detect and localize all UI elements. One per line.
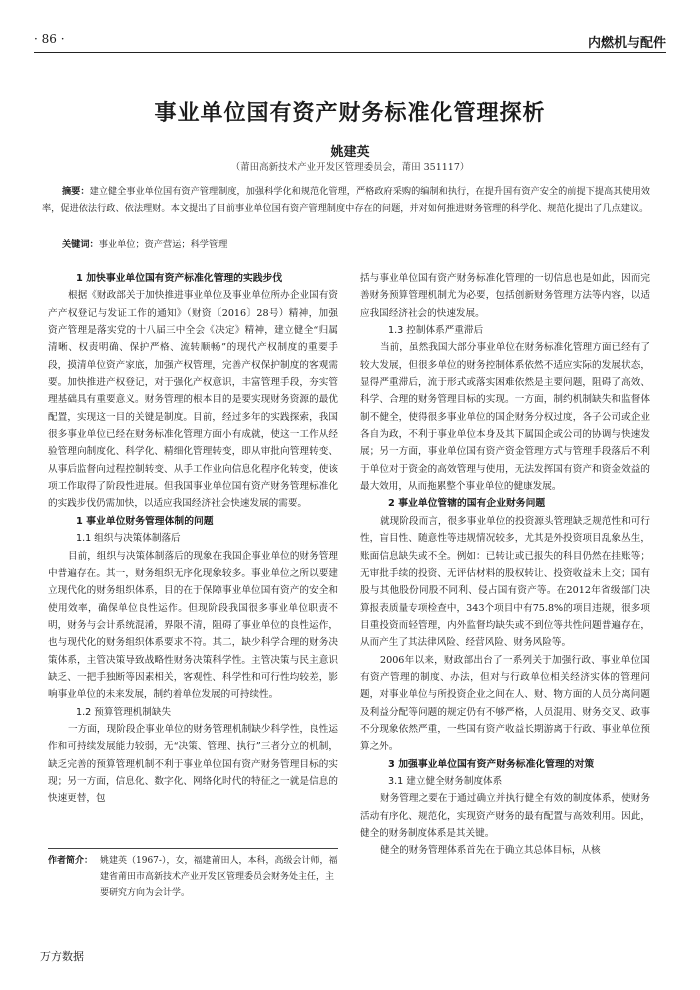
left-column (48, 270, 338, 870)
paper-title: 事业单位国有资产财务标准化管理探析 (154, 101, 546, 126)
page-header (34, 32, 666, 52)
body-paragraph: 目前，组织与决策体制落后的现象在我国企事业单位的财务管理中普遍存在。其一，财务组织无序化现象较多。事业单位之所以要建立现代化的财务组织体系，目的在于保障事业单位国有资产的安全和使用效率，确保单位良性运作。但现阶段我国很多事业单位职责不明，财务与会计系统混淆，界限不清，阻碍了事业单位的良性运作，也与现代化的财务组织体系要求不符。其二，缺少科学合理的财务决策体系，主管决策导致战略性财务决策科学性。主管决策与民主意识缺乏、一把手独断等因素相关，客观性、科学性和可行性均较差，影响事业单位的未来发展，制约着单位发展的可持续性。 (48, 550, 338, 701)
section-heading: 1 事业单位财务管理体制的问题 (76, 515, 214, 527)
section-heading: 3 加强事业单位国有资产财务标准化管理的对策 (388, 758, 595, 770)
journal-name: 内燃机与配件 (587, 36, 666, 51)
body-paragraph: 根据《财政部关于加快推进事业单位及事业单位所办企业国有资产产权登记与发证工作的通知》（财资〔2016〕28号）精神，加强资产管理是落实党的十八届三中全会《决定》精神，建立健全“归属清晰、权责明确、保护严格、流转顺畅”的现代产权制度的重要手段，摸清单位资产家底，加强产权管理，完善产权保护制度的客观需要。加快推进产权登记，对于强化产权意识，丰富管理手段，夯实管理基础具有重要意义。财务管理的根本目的是要实现财务资源的最优配置，实现这一目的关键是制度。目前，经过多年的实践探索，我国很多事业单位已经在财务标准化管理方面小有成就，使这一工作从经验管理向制度化、科学化、精细化管理转变，即从审批向管理转变、从事后监督向过程控制转变、从手工作业向信息化程序化转变，使该项工作取得了阶段性进展。但我国事业单位国有资产财务管理标准化的实践步伐仍需加快，以适应我国经济社会快速发展的需要。 (48, 290, 338, 510)
keywords-label: 关键词： (62, 239, 99, 250)
keywords-text: 事业单位；资产营运；科学管理 (98, 239, 228, 250)
section-heading: 1 加快事业单位国有资产标准化管理的实践步伐 (76, 273, 283, 284)
body-paragraph: 一方面，现阶段企事业单位的财务管理机制缺少科学性，良性运作和可持续发展能力较弱，无“决策、管理、执行”三者分立的机制，缺乏完善的预算管理机制不利于事业单位国有资产财务管理目标的实现；另一方面，信息化、数字化、网络化时代的特征之一就是信息的快速更替，包 (48, 723, 338, 805)
author-name: 姚建英 (330, 145, 370, 160)
section-heading: 2 事业单位管辖的国有企业财务问题 (388, 498, 546, 510)
footnote-rule (48, 848, 338, 849)
header-rule (34, 52, 666, 53)
subsection-heading: 3.1 建立健全财务制度体系 (388, 775, 503, 787)
page-number: · 86 · (34, 32, 65, 46)
body-paragraph: 2006年以来，财政部出台了一系列关于加强行政、事业单位国有资产管理的制度、办法，但对与行政单位相关经济实体的管理问题，对事业单位与所投资企业之间在人、财、物方面的人员分离问题及利益分配等问题的规定仍有不够严格，人员混用、财务交叉、政事不分现象依然严重，一些国有资产收益长期游离于行政、事业单位预算之外。 (360, 654, 650, 753)
abstract-label: 摘要： (62, 186, 90, 197)
body-paragraph: 健全的财务管理体系首先在于确立其总体目标，从核 (380, 845, 601, 857)
keywords (62, 236, 658, 250)
body-paragraph: 当前，虽然我国大部分事业单位在财务标准化管理方面已经有了较大发展，但很多单位的财务控制体系依然不适应实际的发展状态，显得严重滞后，流于形式或落实困难依然是主要问题，阻碍了高效、科学、合理的财务管理目标的实现。一方面，制约机制缺失和监督体制不健全，使得很多事业单位的国企财务分权过度，各子公司或企业各自为政，不利于事业单位本身及其下属国企或公司的协调与快速发展；另一方面，事业单位国有资产资金管理方式与管理手段落后不利于单位对于资金的高效管理与使用，无法发挥国有资产和资金效益的最大效用，从而拖累整个事业单位的健康发展。 (360, 342, 650, 493)
author-footnote (48, 853, 338, 902)
abstract (42, 184, 658, 217)
footer-watermark: 万方数据 (40, 950, 84, 963)
right-column (360, 270, 650, 910)
abstract-text: 建立健全事业单位国有资产管理制度，加强科学化和规范化管理，严格政府采购的编制和执行，在提升国有资产安全的前提下提高其使用效率，促进依法行政、依法理财。本文提出了目前事业单位国有资产管理制度中存在的问题，并对如何推进财务管理的科学化、规范化提出了几点建议。 (42, 186, 650, 214)
footnote-text: 姚建英（1967-），女，福建莆田人，本科，高级会计师，福建省莆田市高新技术产业开发区管理委员会财务处主任，主要研究方向为会计学。 (100, 856, 338, 899)
body-paragraph: 括与事业单位国有资产财务标准化管理的一切信息也是如此，因而完善财务预算管理机制尤为必要，包括创新财务管理方法等内容，以适应我国经济社会的快速发展。 (360, 273, 650, 319)
footnote-label: 作者简介： (48, 856, 94, 866)
body-paragraph: 就现阶段而言，很多事业单位的投资源头管理缺乏规范性和可行性，盲目性、随意性等违规情况较多，尤其是外投资项目乱象丛生，账面信息缺失或不全。例如：已转让或已报失的科目仍然在挂账等；无审批手续的投资、无评估材料的股权转让、投资收益未上交；国有股与其他股份同股不同利、侵占国有资产等。在2012年省级部门决算报表质量专项检查中，343个项目中有75.8%的项目违规，很多项目重投资而轻管理，内外监督均缺失或不到位等共性问题普遍存在，从而产生了其法律风险、经营风险、财务风险等。 (360, 515, 650, 649)
subsection-heading: 1.2 预算管理机制缺失 (76, 706, 172, 718)
subsection-heading: 1.3 控制体系严重滞后 (388, 325, 484, 337)
author-affiliation: （莆田高新技术产业开发区管理委员会，莆田 351117） (230, 162, 470, 173)
subsection-heading: 1.1 组织与决策体制落后 (76, 533, 181, 545)
body-paragraph: 财务管理之要在于通过确立并执行健全有效的制度体系，使财务活动有序化、规范化，实现资产财务的最有配置与高效利用。因此，健全的财务制度体系是其关键。 (360, 793, 650, 839)
